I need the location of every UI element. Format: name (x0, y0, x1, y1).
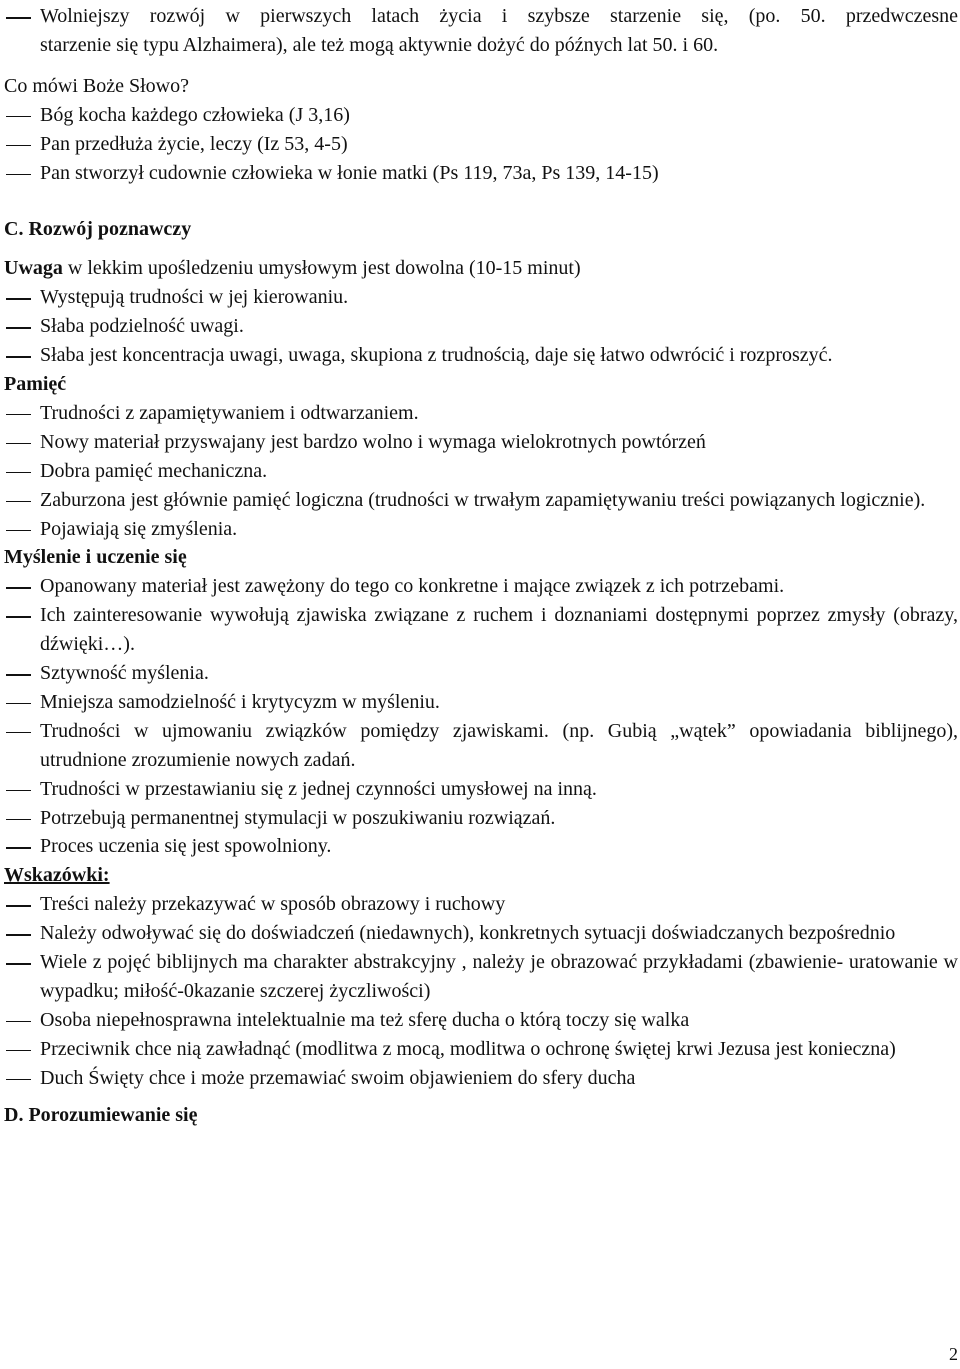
dash-bullet (4, 101, 40, 130)
list-item-text: Treści należy przekazywać w sposób obrazowy i ruchowy (40, 893, 506, 916)
dash-bullet (4, 428, 40, 457)
bible-list (4, 101, 958, 188)
list-item-text: Trudności w ujmowaniu związków pomiędzy zjawiskami. (np. Gubią „wątek” opowiadania biblijnego), utrudnione zrozumienie nowych zadań. (40, 719, 958, 771)
memory-list (4, 399, 958, 544)
bible-heading: Co mówi Boże Słowo? (4, 74, 189, 97)
list-item-text: Bóg kocha każdego człowieka (J 3,16) (40, 103, 350, 126)
list-item-text: Przeciwnik chce nią zawładnąć (modlitwa z mocą, modlitwa o ochronę świętej krwi Jezusa jest konieczna) (40, 1037, 896, 1060)
list-item-text: Opanowany materiał jest zawężony do tego co konkretne i mające związek z ich potrzebami. (40, 575, 785, 598)
list-item (4, 283, 958, 312)
dash-bullet (4, 775, 40, 804)
intro-line-1: Wolniejszy rozwój w pierwszych latach życia i szybsze starzenie się, (po. 50. przedwczesne (40, 5, 958, 27)
dash-bullet (4, 486, 40, 515)
list-item-text: Mniejsza samodzielność i krytycyzm w myśleniu. (40, 690, 440, 713)
dash-bullet (4, 688, 40, 717)
dash-bullet (4, 1064, 40, 1093)
list-item (4, 717, 958, 775)
intro-line-2: starzenie się typu Alzhaimera), ale też mogą aktywnie dożyć do późnych lat 50. i 60. (40, 33, 719, 56)
attention-lead-text: w lekkim upośledzeniu umysłowym jest dowolna (10-15 minut) (62, 257, 581, 280)
list-item (4, 1035, 958, 1064)
dash-bullet (4, 1035, 40, 1064)
list-item (4, 2, 958, 60)
dash-bullet (4, 341, 40, 370)
list-item (4, 688, 958, 717)
dash-bullet (4, 659, 40, 688)
list-item-text: Występują trudności w jej kierowaniu. (40, 286, 349, 309)
tips-heading: Wskazówki: (4, 864, 110, 887)
dash-bullet (4, 312, 40, 341)
list-item-text: Nowy materiał przyswajany jest bardzo wolno i wymaga wielokrotnych powtórzeń (40, 430, 706, 453)
list-item-text: Osoba niepełnosprawna intelektualnie ma też sferę ducha o którą toczy się walka (40, 1008, 690, 1031)
thinking-heading: Myślenie i uczenie się (4, 546, 187, 569)
dash-bullet (4, 919, 40, 948)
list-item-text: Dobra pamięć mechaniczna. (40, 459, 268, 482)
tips-list (4, 890, 958, 1092)
list-item (4, 486, 958, 515)
list-item-text: Zaburzona jest głównie pamięć logiczna (trudności w trwałym zapamiętywaniu treści powiązanych logicznie). (40, 488, 926, 511)
list-item-text: Pan przedłuża życie, leczy (Iz 53, 4-5) (40, 132, 348, 155)
list-item-text: Potrzebują permanentnej stymulacji w poszukiwaniu rozwiązań. (40, 806, 556, 829)
dash-bullet (4, 948, 40, 977)
list-item (4, 515, 958, 544)
list-item-text: Pojawiają się zmyślenia. (40, 517, 238, 540)
list-item-text: Pan stworzył cudownie człowieka w łonie matki (Ps 119, 73a, Ps 139, 14-15) (40, 161, 659, 184)
list-item (4, 130, 958, 159)
list-item (4, 1064, 958, 1093)
dash-bullet (4, 890, 40, 919)
list-item-text: Należy odwoływać się do doświadczeń (niedawnych), konkretnych sytuacji doświadczanych bezpośrednio (40, 922, 896, 945)
list-item-text: Duch Święty chce i może przemawiać swoim objawieniem do sfery ducha (40, 1066, 636, 1089)
dash-bullet (4, 159, 40, 188)
attention-lead-bold: Uwaga (4, 257, 63, 280)
dash-bullet (4, 832, 40, 861)
list-item-text: Ich zainteresowanie wywołują zjawiska związane z ruchem i doznaniami dostępnymi poprzez zmysły (obrazy, dźwięki…). (40, 604, 958, 656)
dash-bullet (4, 572, 40, 601)
dash-bullet (4, 601, 40, 630)
list-item-text: Słaba jest koncentracja uwagi, uwaga, skupiona z trudnością, daje się łatwo odwrócić i rozproszyć. (40, 344, 833, 367)
list-item (4, 775, 958, 804)
attention-lead (4, 254, 958, 283)
attention-list (4, 283, 958, 370)
document-page (4, 2, 958, 1130)
list-item (4, 659, 958, 688)
list-item-text: Wiele z pojęć biblijnych ma charakter abstrakcyjny , należy je obrazować przykładami (zbawienie- uratowanie w wypadku; miłość-0kazanie szczerej życzliwości) (40, 951, 958, 1002)
list-item (4, 428, 958, 457)
dash-bullet (4, 515, 40, 544)
list-item (4, 159, 958, 188)
list-item (4, 919, 958, 948)
dash-bullet (4, 399, 40, 428)
dash-bullet (4, 457, 40, 486)
section-d-heading: D. Porozumiewanie się (4, 1103, 198, 1126)
page-number: 2 (949, 1344, 958, 1364)
list-item-text: Trudności z zapamiętywaniem i odtwarzaniem. (40, 401, 419, 424)
list-item-text: Słaba podzielność uwagi. (40, 315, 244, 338)
list-item (4, 457, 958, 486)
dash-bullet (4, 1006, 40, 1035)
dash-bullet (4, 283, 40, 312)
list-item (4, 890, 958, 919)
list-item (4, 399, 958, 428)
list-item (4, 601, 958, 659)
list-item (4, 341, 958, 370)
dash-bullet (4, 804, 40, 833)
dash-bullet (4, 2, 40, 31)
list-item (4, 312, 958, 341)
memory-heading: Pamięć (4, 372, 67, 395)
list-item-text: Sztywność myślenia. (40, 662, 209, 685)
dash-bullet (4, 130, 40, 159)
thinking-list (4, 572, 958, 861)
list-item (4, 832, 958, 861)
list-item (4, 572, 958, 601)
list-item-text: Trudności w przestawianiu się z jednej czynności umysłowej na inną. (40, 777, 597, 800)
list-item (4, 101, 958, 130)
list-item-text: Proces uczenia się jest spowolniony. (40, 835, 332, 858)
dash-bullet (4, 717, 40, 746)
list-item (4, 804, 958, 833)
list-item (4, 1006, 958, 1035)
list-item (4, 948, 958, 1006)
section-c-heading: C. Rozwój poznawczy (4, 218, 192, 241)
